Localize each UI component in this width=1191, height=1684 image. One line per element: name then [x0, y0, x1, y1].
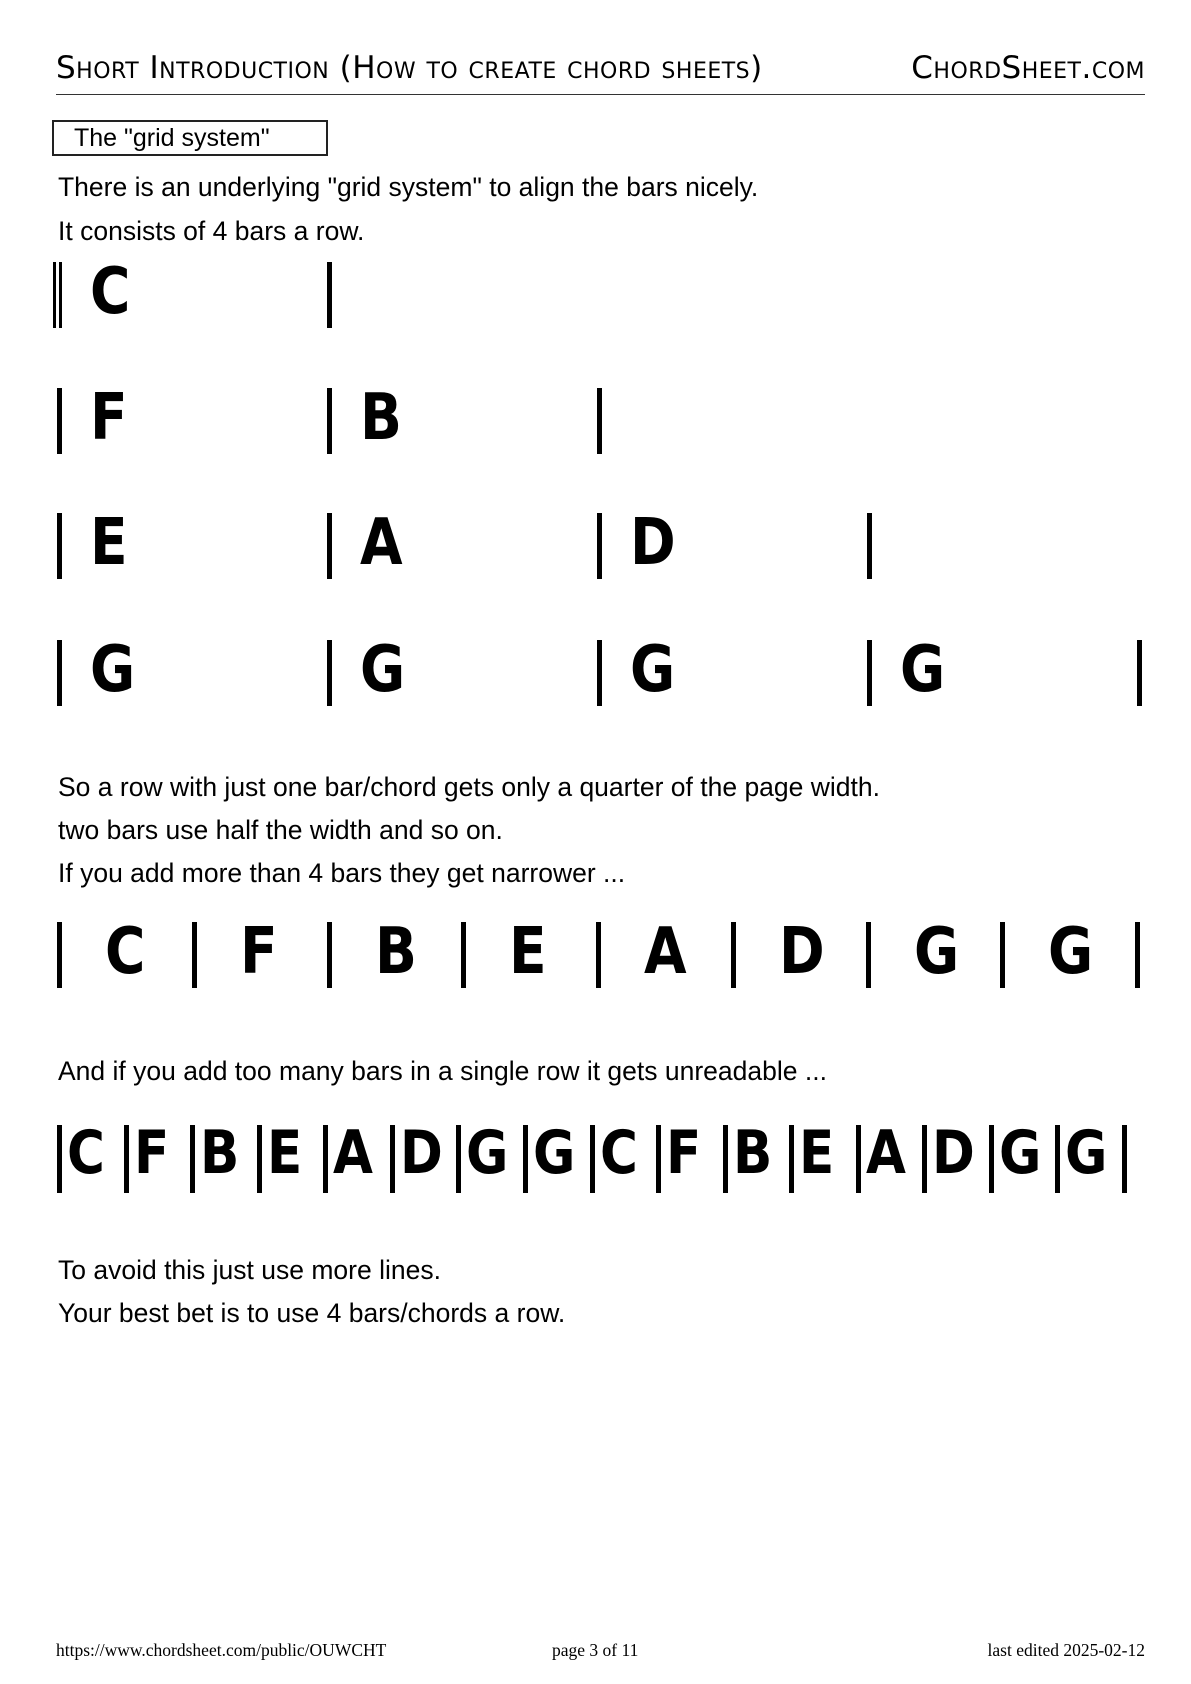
barline: [456, 1125, 461, 1193]
barline: [867, 640, 872, 706]
mid-text-1: So a row with just one bar/chord gets only a quarter of the page width.: [58, 772, 880, 802]
chord-name: D: [630, 506, 676, 580]
chord-name: F: [666, 1118, 702, 1188]
chord-name: G: [466, 1118, 509, 1188]
barline: [867, 513, 872, 579]
barline: [327, 513, 332, 579]
footer-page: page 3 of 11: [552, 1640, 639, 1660]
chord-name: B: [732, 1118, 772, 1188]
barline: [922, 1125, 927, 1193]
end-text-1: To avoid this just use more lines.: [58, 1255, 441, 1285]
chord-name: F: [90, 381, 128, 455]
barline: [597, 640, 602, 706]
chord-name: C: [90, 255, 131, 329]
chord-name: G: [1065, 1118, 1108, 1188]
chord-name: C: [105, 915, 146, 989]
barline: [57, 388, 62, 454]
barline: [192, 922, 197, 988]
header-title: Short Introduction (How to create chord sheets): [56, 50, 763, 86]
barline: [461, 922, 466, 988]
chord-name: G: [998, 1118, 1042, 1188]
barline: [789, 1125, 794, 1193]
barline: [57, 640, 62, 706]
header-brand: ChordSheet.com: [911, 50, 1145, 86]
chord-name: B: [200, 1118, 240, 1188]
chord-name: E: [799, 1118, 835, 1188]
chord-name: G: [360, 633, 406, 707]
intro-text-1: There is an underlying "grid system" to align the bars nicely.: [58, 172, 759, 202]
barline: [723, 1125, 728, 1193]
barline: [190, 1125, 195, 1193]
barline: [257, 1125, 262, 1193]
barline: [327, 262, 332, 328]
chord-name: A: [333, 1118, 374, 1188]
page-header: [56, 44, 1145, 95]
chord-name: F: [133, 1118, 169, 1188]
chord-name: G: [1048, 915, 1094, 989]
chord-name: F: [239, 915, 278, 989]
barline: [1135, 922, 1140, 988]
barline: [856, 1125, 861, 1193]
section-title: The "grid system": [52, 120, 328, 156]
chord-name: E: [266, 1118, 302, 1188]
barline: [1137, 640, 1142, 706]
barline: [866, 922, 871, 988]
chord-name: A: [865, 1118, 906, 1188]
chord-name: G: [532, 1118, 576, 1188]
chord-name: D: [778, 915, 825, 989]
barline: [1000, 922, 1005, 988]
end-text-2: Your best bet is to use 4 bars/chords a row.: [58, 1298, 566, 1328]
barline: [590, 1125, 595, 1193]
chord-name: A: [644, 915, 687, 989]
chord-name: E: [90, 506, 128, 580]
barline: [390, 1125, 395, 1193]
barline: [597, 513, 602, 579]
chord-name: B: [374, 915, 417, 989]
barline: [57, 513, 62, 579]
barline: [731, 922, 736, 988]
barline: [1055, 1125, 1060, 1193]
chord-name: D: [932, 1118, 976, 1188]
barline: [327, 388, 332, 454]
chord-name: D: [399, 1118, 443, 1188]
double-barline: [53, 262, 56, 328]
barline: [124, 1125, 129, 1193]
barline: [597, 388, 602, 454]
barline: [656, 1125, 661, 1193]
mid-text-3: If you add more than 4 bars they get narrower ...: [58, 858, 626, 888]
chord-name: G: [913, 915, 959, 989]
footer-edited: last edited 2025-02-12: [987, 1640, 1145, 1660]
barline: [1122, 1125, 1127, 1193]
barline: [523, 1125, 528, 1193]
chord-name: C: [67, 1118, 105, 1188]
barline: [596, 922, 601, 988]
footer-url: https://www.chordsheet.com/public/OUWCHT: [56, 1640, 387, 1660]
barline: [57, 922, 62, 988]
barline: [323, 1125, 328, 1193]
chord-name: G: [900, 633, 946, 707]
intro-text-2: It consists of 4 bars a row.: [58, 216, 365, 246]
chord-name: B: [360, 381, 402, 455]
barline: [57, 1125, 62, 1193]
chord-name: E: [509, 915, 547, 989]
too-many-text: And if you add too many bars in a single row it gets unreadable ...: [58, 1056, 827, 1086]
chord-name: G: [90, 633, 136, 707]
chord-name: C: [599, 1118, 638, 1188]
barline: [327, 922, 332, 988]
double-barline: [59, 262, 62, 328]
chord-name: A: [360, 506, 403, 580]
barline: [327, 640, 332, 706]
mid-text-2: two bars use half the width and so on.: [58, 815, 503, 845]
chord-name: G: [630, 633, 676, 707]
barline: [989, 1125, 994, 1193]
